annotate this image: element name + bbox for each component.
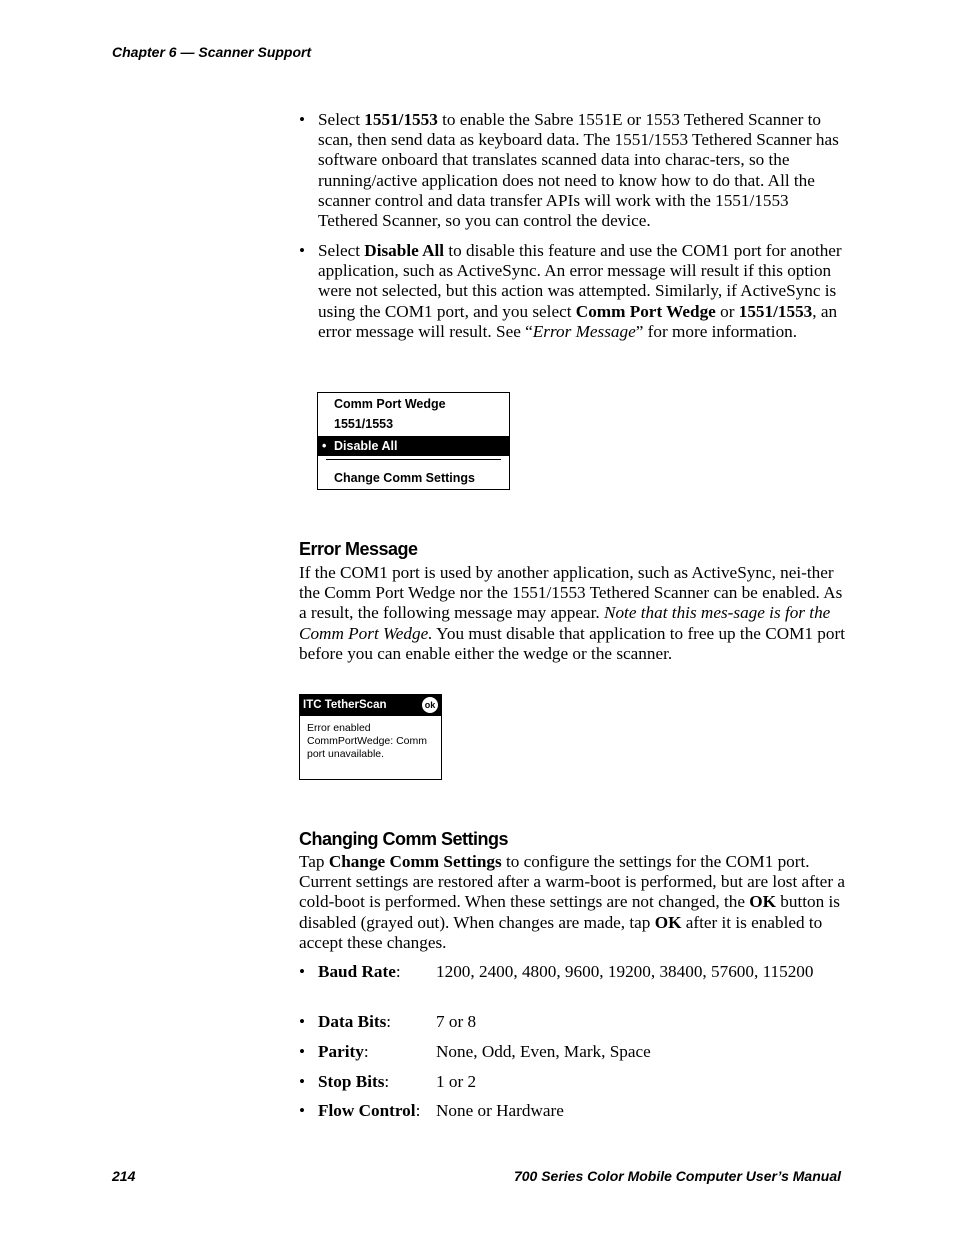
bullet-text: Select Disable All to disable this feature and use the COM1 port for another application, such as ActiveSync. An error message will result if this option were not selected, but this action was attempted. Similarly, if ActiveSync is using the COM1 port, and you select Comm Port Wedge or 1551/1553, an error message will result. See “Error Message” for more information. bbox=[318, 241, 842, 341]
scanner-menu bbox=[317, 392, 510, 490]
bullet-marker: • bbox=[299, 1101, 306, 1120]
section-heading-error-message: Error Message bbox=[299, 539, 418, 559]
bullet-item-1551 bbox=[299, 110, 845, 232]
page-number: 214 bbox=[112, 1168, 136, 1184]
setting-stop-bits bbox=[299, 1072, 845, 1093]
error-dialog bbox=[299, 694, 442, 780]
menu-item-comm-port-wedge[interactable]: Comm Port Wedge bbox=[334, 397, 446, 411]
dialog-message: Error enabled CommPortWedge: Comm port unavailable. bbox=[307, 722, 428, 760]
setting-label: Parity: bbox=[318, 1042, 369, 1061]
dialog-title: ITC TetherScan bbox=[303, 699, 387, 711]
bullet-marker: • bbox=[299, 1042, 306, 1061]
bullet-marker: • bbox=[299, 1012, 306, 1031]
menu-separator bbox=[326, 459, 501, 460]
menu-item-disable-all[interactable]: • Disable All bbox=[318, 436, 509, 456]
setting-label: Flow Control: bbox=[318, 1101, 421, 1120]
setting-label: Stop Bits: bbox=[318, 1072, 390, 1091]
setting-parity bbox=[299, 1042, 845, 1063]
menu-item-change-comm-settings[interactable]: Change Comm Settings bbox=[334, 471, 475, 485]
setting-label: Baud Rate: bbox=[318, 962, 401, 981]
bullet-marker: • bbox=[299, 241, 306, 260]
bullet-marker: • bbox=[299, 962, 306, 981]
error-message-paragraph: If the COM1 port is used by another application, such as ActiveSync, nei-ther the Comm Port Wedge nor the 1551/1553 Tethered Scanner can be enabled. As a result, the following message may appear. Note that this mes-sage is for the Comm Port Wedge. You must disable that application to free up the COM1 port before you can enable either the wedge or the scanner. bbox=[299, 563, 845, 663]
bullet-marker: • bbox=[299, 110, 306, 129]
dialog-title-bar bbox=[300, 695, 441, 716]
setting-data-bits bbox=[299, 1012, 845, 1033]
setting-value: None, Odd, Even, Mark, Space bbox=[436, 1042, 651, 1061]
menu-item-1551-1553[interactable]: 1551/1553 bbox=[334, 417, 394, 431]
manual-title: 700 Series Color Mobile Computer User’s Manual bbox=[513, 1168, 841, 1184]
setting-value: 1200, 2400, 4800, 9600, 19200, 38400, 57600, 115200 bbox=[436, 962, 814, 981]
running-header: Chapter 6 — Scanner Support bbox=[112, 44, 312, 60]
selected-bullet-icon: • bbox=[322, 439, 327, 453]
section-heading-changing-comm-settings: Changing Comm Settings bbox=[299, 829, 508, 849]
setting-baud-rate bbox=[299, 962, 845, 1004]
comm-settings-paragraph: Tap Change Comm Settings to configure the settings for the COM1 port. Current settings are restored after a warm-boot is performed, but are lost after a cold-boot is performed. When these settings are not changed, the OK button is disabled (grayed out). When changes are made, tap OK after it is enabled to accept these changes. bbox=[299, 852, 845, 952]
bullet-item-disable-all bbox=[299, 241, 845, 363]
setting-value: None or Hardware bbox=[436, 1101, 564, 1120]
setting-value: 1 or 2 bbox=[436, 1072, 477, 1091]
setting-value: 7 or 8 bbox=[436, 1012, 477, 1031]
ok-button[interactable]: ok bbox=[422, 697, 438, 713]
bullet-text: Select 1551/1553 to enable the Sabre 1551E or 1553 Tethered Scanner to scan, then send data as keyboard data. The 1551/1553 Tethered Scanner has software onboard that translates scanned data into charac-ters, so the running/active application does not need to know how to do that. All the scanner control and data transfer APIs will work with the 1551/1553 Tethered Scanner, so you can control the device. bbox=[318, 110, 839, 231]
setting-flow-control bbox=[299, 1101, 845, 1122]
setting-label: Data Bits: bbox=[318, 1012, 392, 1031]
bullet-marker: • bbox=[299, 1072, 306, 1091]
